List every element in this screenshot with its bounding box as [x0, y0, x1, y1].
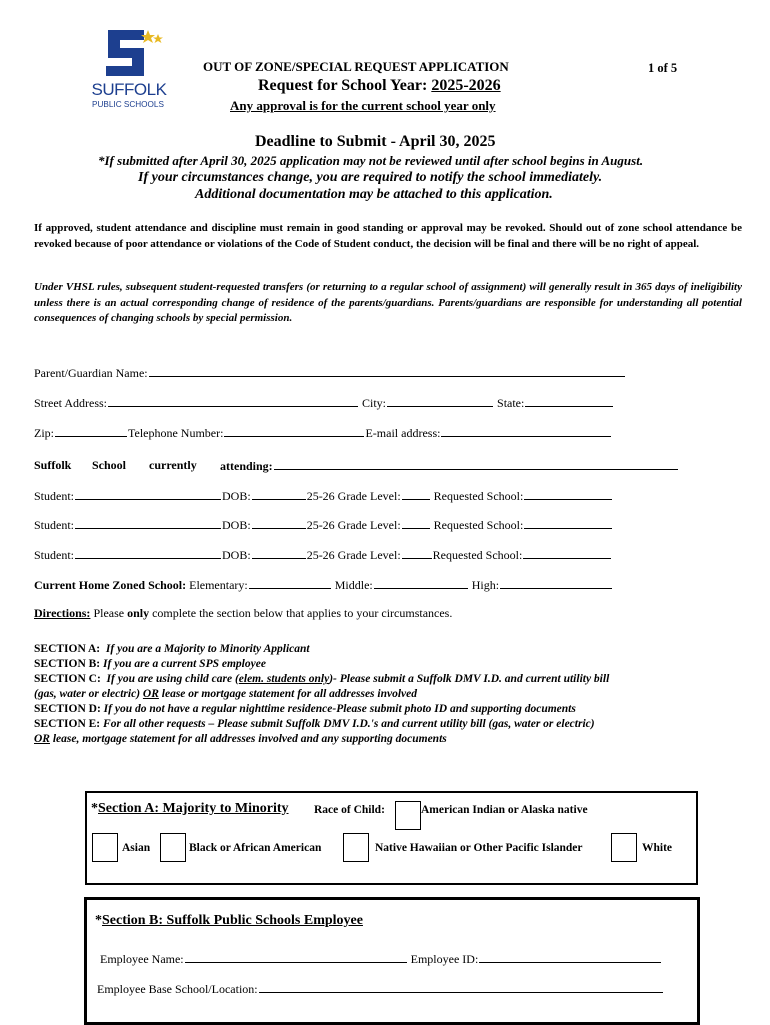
street-label: Street Address: [34, 396, 107, 410]
option-native-hawaiian: Native Hawaiian or Other Pacific Islander [375, 842, 583, 854]
email-label: E-mail address: [365, 426, 441, 440]
attending-school-field[interactable] [274, 458, 678, 470]
state-label: State: [497, 396, 525, 410]
section-b-line [34, 658, 266, 670]
grade-label: 25-26 Grade Level: [306, 548, 401, 562]
grade-label: 25-26 Grade Level: [306, 489, 401, 503]
section-b-title: Section B: Suffolk Public Schools Employee [102, 913, 363, 928]
zip-label: Zip: [34, 426, 54, 440]
section-e-text: For all other requests – Please submit Suffolk DMV I.D.'s and current utility bill (gas, water or electric) [103, 718, 595, 730]
city-label: City: [362, 396, 387, 410]
section-a-text: If you are a Majority to Minority Applicant [105, 643, 310, 655]
section-b-text: If you are a current SPS employee [103, 658, 266, 670]
checkbox-white[interactable] [611, 833, 637, 862]
section-a-title: Section A: Majority to Minority [98, 801, 289, 816]
checkbox-asian[interactable] [92, 833, 118, 862]
grade-field[interactable] [402, 547, 432, 559]
attending-label-currently: currently [149, 458, 197, 472]
race-label: Race of Child: [314, 804, 385, 816]
checkbox-native-hawaiian[interactable] [343, 833, 369, 862]
grade-label: 25-26 Grade Level: [306, 518, 401, 532]
dob-field[interactable] [252, 547, 306, 559]
parent-name-field[interactable] [149, 365, 625, 377]
dob-label: DOB: [222, 518, 251, 532]
form-title: OUT OF ZONE/SPECIAL REQUEST APPLICATION [203, 59, 509, 74]
high-field[interactable] [500, 577, 612, 589]
section-c-line2-text: (gas, water or electric) [34, 688, 143, 700]
directions-text-end: complete the section below that applies to your circumstances. [149, 606, 453, 620]
requested-school-field[interactable] [523, 547, 611, 559]
section-a-heading [91, 801, 289, 817]
section-c-or: OR [142, 688, 159, 700]
student-name-field[interactable] [75, 517, 221, 529]
section-c-underlined: elem. students only [238, 673, 330, 685]
directions-label: Directions: [34, 606, 91, 620]
logo-name: SUFFOLK [91, 80, 167, 99]
option-asian: Asian [122, 842, 151, 854]
section-e-or: OR [34, 733, 50, 745]
deadline-note-2: If your circumstances change, you are required to notify the school immediately. [138, 170, 603, 185]
employee-id-label: Employee ID: [410, 952, 479, 966]
option-american-indian: American Indian or Alaska native [421, 804, 588, 816]
section-e-line-2 [34, 733, 447, 745]
section-e-line [34, 718, 595, 730]
dob-label: DOB: [222, 548, 251, 562]
student-label: Student: [34, 548, 75, 562]
zoned-school-row [34, 577, 613, 593]
student-name-field[interactable] [75, 547, 221, 559]
parent-name-row [34, 365, 626, 381]
student-name-field[interactable] [75, 488, 221, 500]
attending-label-text: attending: [220, 459, 273, 473]
email-field[interactable] [441, 425, 611, 437]
directions-only: only [127, 606, 150, 620]
attending-label-suffolk: Suffolk [34, 458, 72, 472]
school-year-label: Request for School Year: [258, 77, 432, 94]
grade-field[interactable] [402, 517, 430, 529]
employee-base-field[interactable] [259, 981, 663, 993]
section-c-text: If you are using child care ( [106, 673, 239, 685]
middle-label: Middle: [334, 578, 373, 592]
student-row-2 [34, 517, 613, 533]
section-e-line2-end: lease, mortgage statement for all addresses involved and any supporting documents [49, 733, 447, 745]
school-year-value: 2025-2026 [431, 77, 501, 94]
section-c-line-2 [34, 688, 417, 700]
deadline-note-1: *If submitted after April 30, 2025 application may not be reviewed until after school begins in August. [98, 153, 644, 168]
section-d-text: If you do not have a regular nighttime residence-Please submit photo ID and supporting documents [103, 703, 576, 715]
section-b-label: SECTION B: [34, 658, 101, 670]
employee-base-row [97, 981, 664, 997]
employee-name-field[interactable] [185, 951, 407, 963]
school-year-heading [258, 77, 501, 95]
elementary-field[interactable] [249, 577, 331, 589]
requested-school-field[interactable] [524, 517, 612, 529]
student-row-1 [34, 488, 613, 504]
contact-row [34, 425, 612, 441]
section-c-line2-end: lease or mortgage statement for all addresses involved [158, 688, 417, 700]
middle-field[interactable] [374, 577, 468, 589]
phone-field[interactable] [224, 425, 364, 437]
high-label: High: [471, 578, 500, 592]
zip-field[interactable] [55, 425, 127, 437]
section-c-text-end: )- Please submit a Suffolk DMV I.D. and current utility bill [329, 673, 610, 685]
parent-name-label: Parent/Guardian Name: [34, 366, 148, 380]
section-a-line [34, 643, 310, 655]
student-label: Student: [34, 489, 75, 503]
elementary-label: Elementary: [189, 578, 248, 592]
logo-subname: PUBLIC SCHOOLS [92, 100, 164, 109]
approval-conditions-paragraph: If approved, student attendance and discipline must remain in good standing or approval may be revoked. Should out of zone school attendance be revoked because of poor attendance or violations of the Code of Student conduct, the decision will be final and there will be no right of appeal. [34, 222, 742, 250]
page-number: 1 of 5 [648, 61, 678, 75]
section-a-star: * [91, 801, 98, 816]
section-e-label: SECTION E: [34, 718, 101, 730]
section-c-line [34, 673, 609, 685]
address-row [34, 395, 614, 411]
vhsl-rules-paragraph: Under VHSL rules, subsequent student-requested transfers (or returning to a regular school of assignment) will generally result in 365 days of ineligibility unless there is an actual corresponding change of residence of the parents/guardians. Parents/guardians are responsible for understanding all potential consequences of changing schools by special permission. [34, 281, 742, 324]
employee-name-label: Employee Name: [100, 952, 184, 966]
phone-label: Telephone Number: [128, 426, 224, 440]
attending-label-school: School [92, 458, 127, 472]
requested-school-label: Requested School: [433, 489, 524, 503]
option-black: Black or African American [189, 842, 322, 854]
dob-field[interactable] [252, 517, 306, 529]
deadline-note-3: Additional documentation may be attached to this application. [195, 187, 553, 202]
directions [34, 606, 452, 621]
section-a-label: SECTION A: [34, 643, 101, 655]
section-b-heading [95, 913, 363, 929]
dob-field[interactable] [252, 488, 306, 500]
option-white: White [642, 842, 673, 854]
checkbox-black[interactable] [160, 833, 186, 862]
directions-text: Please [90, 606, 128, 620]
suffolk-public-schools-logo [86, 24, 170, 114]
employee-id-field[interactable] [479, 951, 661, 963]
grade-field[interactable] [402, 488, 430, 500]
student-row-3 [34, 547, 612, 563]
section-b-star: * [95, 913, 102, 928]
city-field[interactable] [387, 395, 493, 407]
street-field[interactable] [108, 395, 358, 407]
student-label: Student: [34, 518, 75, 532]
checkbox-american-indian[interactable] [395, 801, 421, 830]
logo-mark-icon [86, 24, 170, 82]
deadline-title: Deadline to Submit - April 30, 2025 [255, 133, 496, 150]
zoned-school-label: Current Home Zoned School: [34, 578, 187, 592]
requested-school-label: Requested School: [432, 548, 523, 562]
employee-base-label: Employee Base School/Location: [97, 982, 258, 996]
requested-school-field[interactable] [524, 488, 612, 500]
attending-label [220, 458, 679, 474]
section-c-label: SECTION C: [34, 673, 101, 685]
section-d-line [34, 703, 576, 715]
state-field[interactable] [525, 395, 613, 407]
approval-note: Any approval is for the current school year only [230, 98, 496, 113]
employee-row [100, 951, 662, 967]
dob-label: DOB: [222, 489, 251, 503]
section-d-label: SECTION D: [34, 703, 101, 715]
requested-school-label: Requested School: [433, 518, 524, 532]
